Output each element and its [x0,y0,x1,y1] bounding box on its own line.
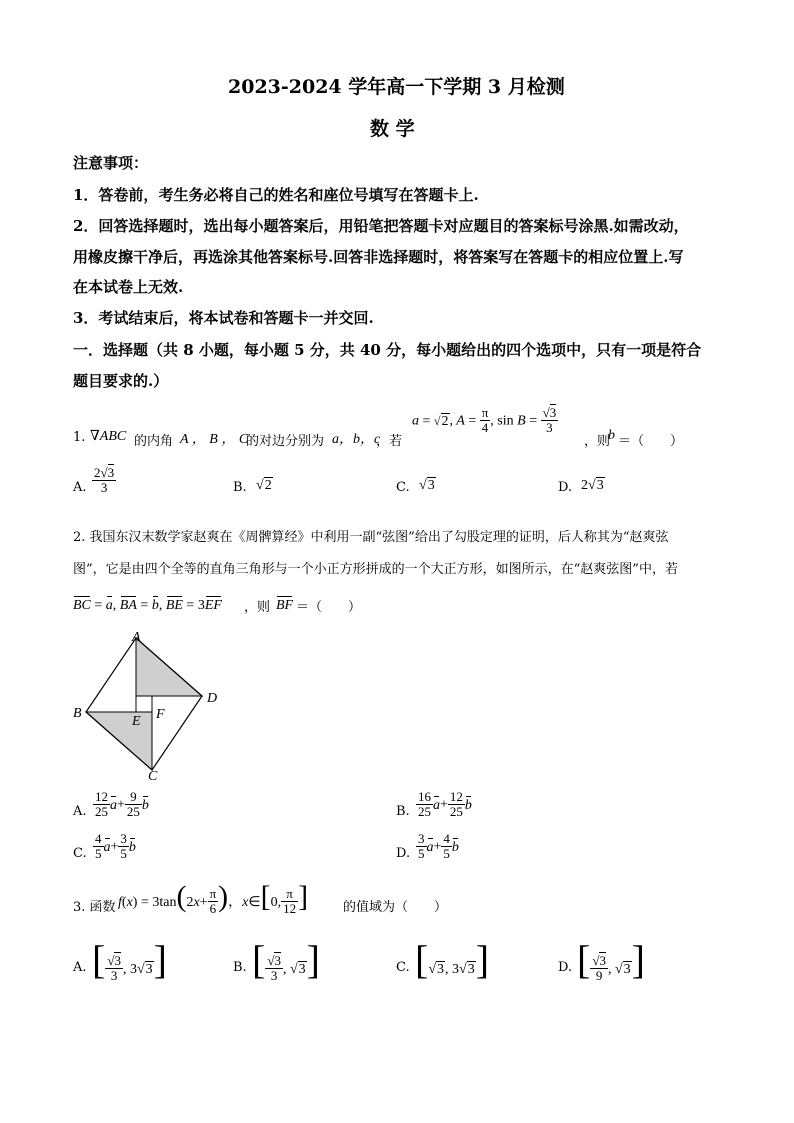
q3-option-c: [√3, 3√3] [415,937,490,982]
label-b: B [73,706,82,721]
q1-option-c-label: C. [396,480,410,495]
q2-option-c: $\frac{4}{5}$ a+ $\frac{3}{5}$ b [95,831,136,861]
q3-option-a-label: A. [73,960,87,975]
notes-heading: 注意事项： [73,154,149,172]
label-d: D [207,691,218,706]
q3-option-a: [ $\frac{√3}{3}$ , 3√3] [92,937,167,983]
q3-option-d-label: D. [558,960,573,975]
q1-triangle: ∇ABC [90,429,127,444]
q2-line-2: 图”，它是由四个全等的直角三角形与一个小正方形拼成的一个大正方形，如图所示，在“赵爽弦图”中，若 [73,562,678,577]
note-1: 1．答卷前，考生务必将自己的姓名和座位号填写在答题卡上. [73,186,479,204]
q1-number: 1. [73,430,86,445]
q2-text-end: ＝（ ） [296,600,362,615]
label-a: A [132,630,141,645]
q2-vector-conditions: BC = a, BA = b, BE = 3EF [73,598,222,613]
q3-option-d: [ $\frac{√3}{9}$ , √3] [577,937,645,983]
q3-option-b-label: B. [233,960,247,975]
q2-option-b-label: B. [396,804,410,819]
note-2-line-1: 2．回答选择题时，选出每小题答案后，用铅笔把答题卡对应题目的答案标号涂黑.如需改动， [73,217,689,235]
note-2-line-3: 在本试卷上无效. [73,278,184,296]
q2-target-vector: BF [276,598,294,613]
label-c: C [148,769,158,780]
label-e: E [132,714,141,729]
q1-text-4: ，则 [584,434,611,449]
q1-option-d: 2√3 [581,478,604,493]
q1-b-var: b [608,428,615,443]
q2-option-d-label: D. [396,846,411,861]
q1-vertices: A ， B ， C [180,432,249,447]
q1-text-3: ，若 [376,434,403,449]
q1-option-b-label: B. [233,480,247,495]
q2-text-then: ，则 [244,600,271,615]
q1-conditions: a = √2, A = $\frac{\pi}{4}$ , sin B = $\frac{√3}{3}$ [412,405,557,435]
q2-option-b: $\frac{16}{25}$ a+ $\frac{12}{25}$ b [418,789,472,819]
zhao-shuang-diagram [70,628,230,780]
q3-prefix: 3. 函数 [73,900,116,915]
q1-text-1: 的内角 [134,434,174,449]
q1-option-c: √3 [419,478,435,493]
q1-option-a-label: A. [73,480,87,495]
label-f: F [156,707,165,722]
section-heading-line-2: 题目要求的.） [73,372,169,390]
page-title: 2023-2024 学年高一下学期 3 月检测 [228,76,565,98]
q3-function: f(x) = 3tan(2x+ $\frac{\pi}{6}$ )，x∈[0, $\frac{\pi}{12}$ ] [118,880,309,916]
q1-sides: a，b，c [332,432,381,447]
q3-option-b: [ $\frac{√3}{3}$ , √3] [252,937,320,983]
note-3: 3．考试结束后，将本试卷和答题卡一并交回. [73,309,374,327]
subject-title: 数 学 [370,118,415,140]
q2-option-a: $\frac{12}{25}$ a+ $\frac{9}{25}$ b [95,789,149,819]
q1-text-5: ＝（ ） [618,434,684,449]
q2-option-a-label: A. [73,804,87,819]
q2-option-c-label: C. [73,846,87,861]
q1-text-2: 的对边分别为 [246,434,325,449]
q3-suffix: 的值域为（ ） [343,900,448,915]
q1-option-a: $\frac{2√3}{3}$ [94,465,115,495]
q1-option-d-label: D. [558,480,573,495]
q2-line-1: 2. 我国东汉末数学家赵爽在《周髀算经》中利用一副“弦图”给出了勾股定理的证明，后人称其为“赵爽弦 [73,530,669,545]
q3-option-c-label: C. [396,960,410,975]
q1-option-b: √2 [256,478,272,493]
q2-option-d: $\frac{3}{5}$ a+ $\frac{4}{5}$ b [418,831,459,861]
note-2-line-2: 用橡皮擦干净后，再选涂其他答案标号.回答非选择题时，将答案写在答题卡的相应位置上.写 [73,248,684,266]
section-heading-line-1: 一．选择题（共 8 小题，每小题 5 分，共 40 分，每小题给出的四个选项中，只有一项是符合 [73,341,702,359]
